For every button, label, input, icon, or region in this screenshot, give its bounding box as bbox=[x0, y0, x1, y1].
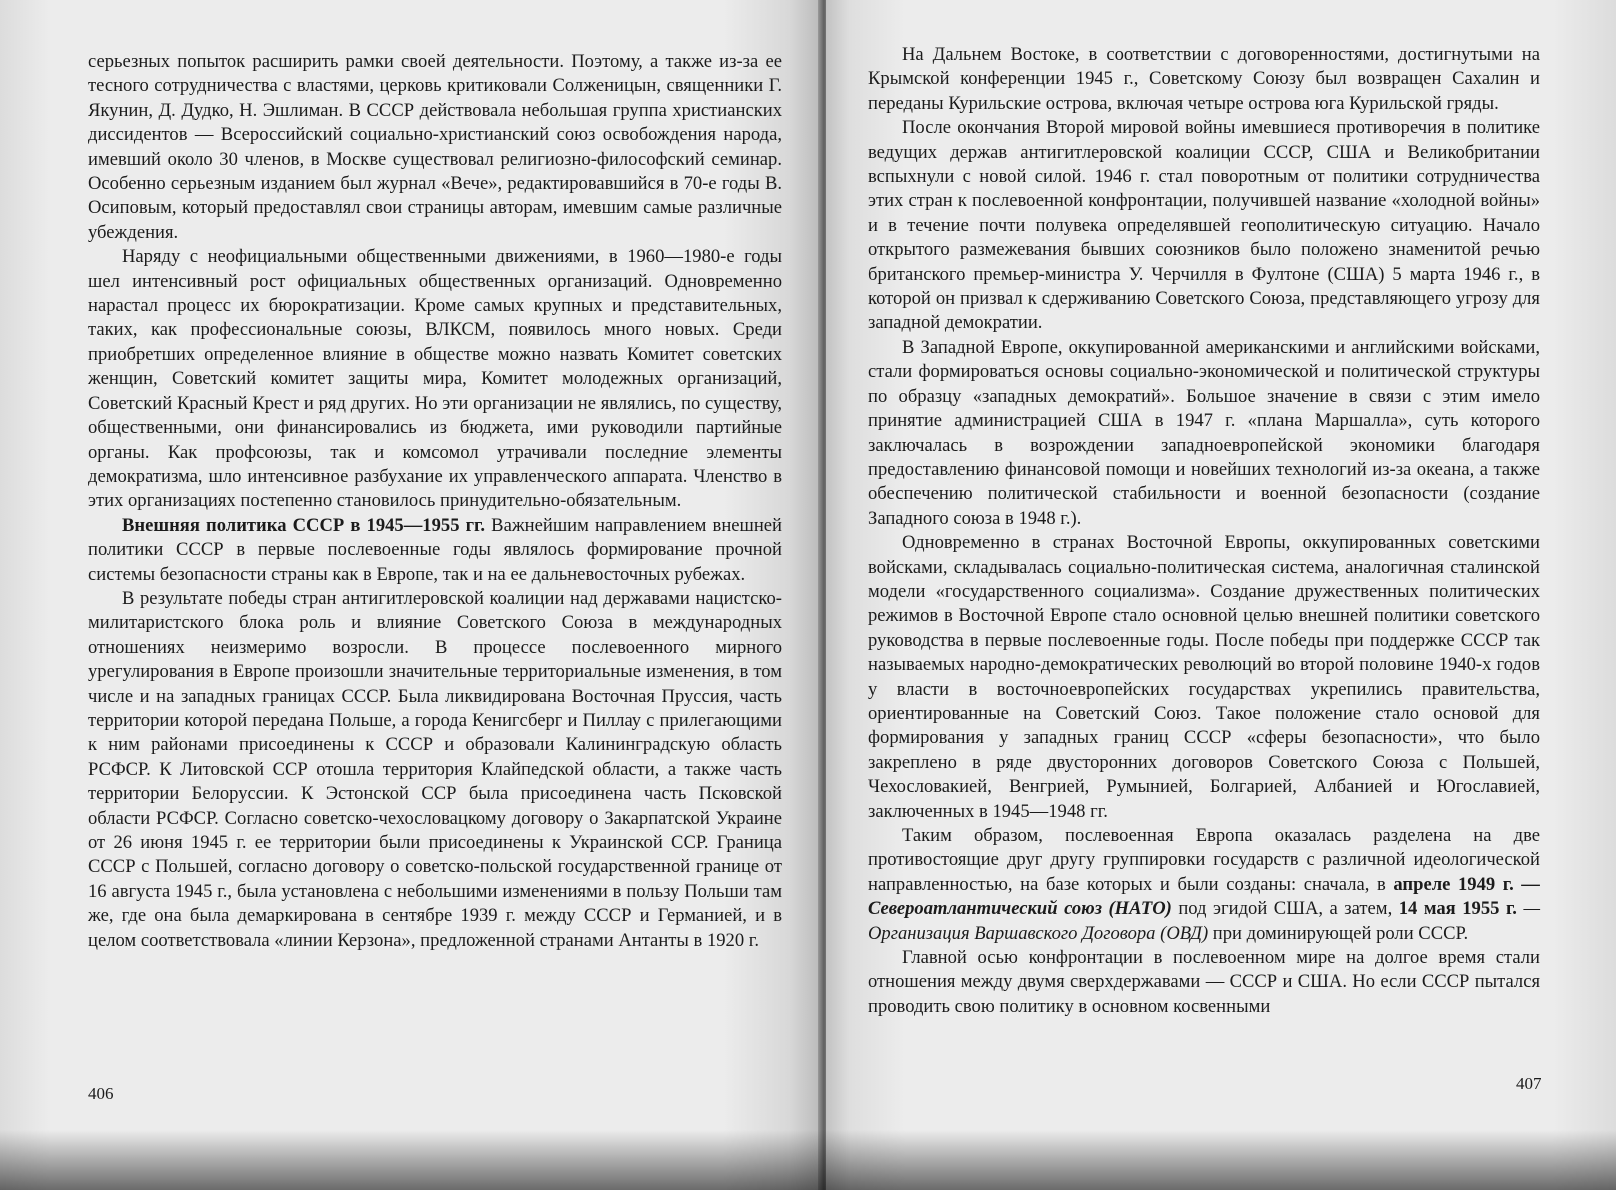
right-page bbox=[826, 0, 1616, 1190]
date-may-1955: 14 мая 1955 г. bbox=[1398, 898, 1517, 920]
text-run: Таким образом, послевоенная Европа оказалась разделена на две противостоящие друг другу группировки государств с различной идеологической направленностью, на базе которых и были созданы: сначала, в bbox=[868, 825, 1540, 895]
paragraph: Наряду с неофициальными общественными движениями, в 1960—1980-е годы шел интенсивный рост официальных общественных организаций. Одновременно нарастал процесс их бюрократизации. Кроме самых крупных и представительных, таких, как профессиональные союзы, ВЛКСМ, появилось много новых. Среди приобретших определенное влияние в обществе можно назвать Комитет советских женщин, Советский комитет защиты мира, Комитет молодежных организаций, Советский Красный Крест и ряд других. Но эти организации не являлись, по существу, общественными, они финансировались из бюджета, ими руководили партийные органы. Как профсоюзы, так и комсомол утрачивали последние элементы демократизма, шло интенсивное разбухание их управленческого аппарата. Членство в этих организациях постепенно становилось принудительно-обязательным. bbox=[88, 246, 782, 512]
paragraph: В результате победы стран антигитлеровской коалиции над державами нацистско-милитаристского блока роль и влияние Советского Союза в международных отношениях неизмеримо возросли. В процессе послевоенного мирного урегулирования в Европе произошли значительные территориальные изменения, в том числе и на западных границах СССР. Была ликвидирована Восточная Пруссия, часть территории которой передана Польше, а города Кенигсберг и Пиллау с прилегающими к ним районами присоединены к СССР и образовали Калининградскую область РСФСР. К Литовской ССР отошла территория Клайпедской области, а также часть территории Белоруссии. К Эстонской ССР была присоединена часть Псковской области РСФСР. Согласно советско-чехословацкому договору о Закарпатской Украине от 26 июня 1945 г. ее территории были присоединены к Украинской ССР. Граница СССР с Польшей, согласно договору о советско-польской государственной границе от 16 августа 1945 г., была установлена с небольшими изменениями в пользу Польши там же, где она была демаркирована в сентябре 1939 г. между СССР и Германией, и в целом соответствовала «линии Керзона», предложенной странами Антанты в 1920 г. bbox=[88, 587, 782, 951]
paragraph: серьезных попыток расширить рамки своей деятельности. Поэтому, а также из-за ее тесного сотрудничества с властями, церковь критиковали Солженицын, священники Г. Якунин, Д. Дудко, Н. Эшлиман. В СССР действовала небольшая группа христианских диссидентов — Всероссийский социально-христианский союз освобождения народа, имевший около 30 членов, в Москве существовал религиозно-философский семинар. Особенно серьезным изданием был журнал «Вече», редактировавшийся в 70-е годы В. Осиповым, который предоставлял свои страницы авторам, имевшим самые различные убеждения. bbox=[88, 51, 782, 243]
section-heading: Внешняя политика СССР в 1945—1955 гг. bbox=[122, 514, 486, 536]
paragraph: В Западной Европе, оккупированной американскими и английскими войсками, стали формироваться основы социально-экономической и политической структуры по образцу «западных демократий». Большое значение в связи с этим имело принятие администрацией США в 1947 г. «плана Маршалла», суть которого заключалась в возрождении западноевропейской экономики благодаря предоставлению финансовой помощи и новейших технологий из-за океана, а также обеспечению политической стабильности и военной безопасности (создание Западного союза в 1948 г.). bbox=[868, 336, 1540, 529]
paragraph: Главной осью конфронтации в послевоенном мире на долгое время стали отношения между двумя сверхдержавами — СССР и США. Но если СССР пытался проводить свою политику в основном косвенными bbox=[868, 947, 1540, 1017]
text-run: под эгидой США, а затем, bbox=[1171, 898, 1399, 920]
date-april-1949: апреле 1949 г. bbox=[1393, 873, 1514, 895]
section-lead: Важнейшим направлением внешней политики СССР в первые послевоенные годы являлось формирование прочной системы безопасности страны как в Европе, так и на ее дальневосточных рубежах. bbox=[88, 514, 782, 585]
scan-shadow bbox=[0, 1130, 1616, 1190]
paragraph: Одновременно в странах Восточной Европы, оккупированных советскими войсками, складывалась социально-политическая система, аналогичная сталинской модели «государственного социализма». Создание дружественных политических режимов в Восточной Европе стало основной целью внешней политики советского руководства в первые послевоенные годы. После победы при поддержке СССР так называемых народно-демократических революций во второй половине 1940-х годов у власти в восточноевропейских государствах укрепились правительства, ориентированные на Советский Союз. Такое положение стало основой для формирования у западных границ СССР «сферы безопасности», что было закреплено в ряде двусторонних договоров Советского Союза с Польшей, Чехословакией, Венгрией, Румынией, Болгарией, Албанией и Югославией, заключенных в 1945—1948 гг. bbox=[868, 532, 1540, 822]
text-run: при доминирующей роли СССР. bbox=[1208, 922, 1469, 944]
paragraph: На Дальнем Востоке, в соответствии с договоренностями, достигнутыми на Крымской конференции 1945 г., Советскому Союзу был возвращен Сахалин и переданы Курильские острова, включая четыре острова юга Курильской гряды. bbox=[868, 44, 1540, 114]
term-nato: — Североатлантический союз (НАТО) bbox=[868, 873, 1540, 920]
right-page-text bbox=[868, 43, 1540, 1019]
left-page-text bbox=[88, 50, 782, 953]
term-warsaw-pact: — Организация Варшавского Договора (ОВД) bbox=[868, 898, 1540, 944]
paragraph: После окончания Второй мировой войны имевшиеся противоречия в политике ведущих держав антигитлеровской коалиции СССР, США и Великобритании вспыхнули с новой силой. 1946 г. стал поворотным от политики сотрудничества этих стран к послевоенной конфронтации, получившей название «холодной войны» и в течение почти полувека определявшей геополитическую ситуацию. Начало открытого размежевания бывших союзников было положено знаменитой речью британского премьер-министра У. Черчилля в Фултоне (США) 5 марта 1946 г., в которой он призвал к сдерживанию Советского Союза, представляющего угрозу для западной демократии. bbox=[868, 117, 1540, 334]
paragraph-blocs bbox=[868, 824, 1540, 946]
page-number-right: 407 bbox=[1516, 1074, 1542, 1093]
page-number-left: 406 bbox=[88, 1084, 114, 1103]
section-paragraph bbox=[88, 514, 782, 587]
